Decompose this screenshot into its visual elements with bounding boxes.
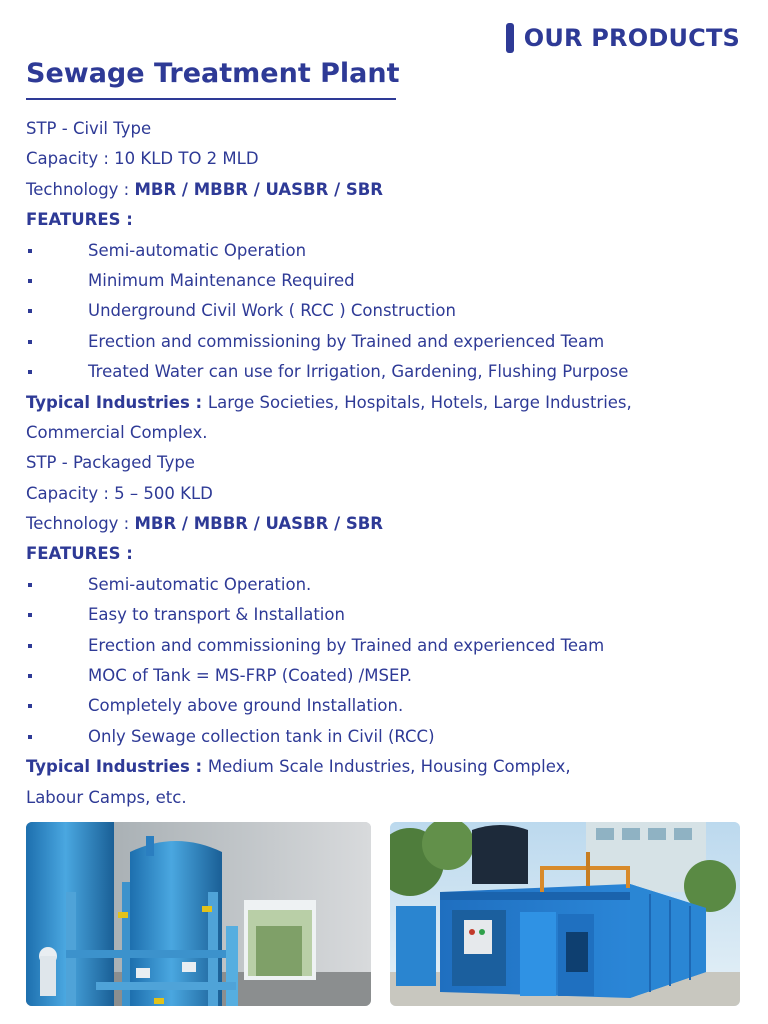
- title-underline: [26, 98, 396, 100]
- bullet-icon: [28, 674, 32, 678]
- bullet-icon: [28, 309, 32, 313]
- civil-technology: [26, 175, 742, 205]
- packaged-feature-item: Completely above ground Installation.: [26, 691, 742, 721]
- civil-feature-item: Underground Civil Work ( RCC ) Construction: [26, 296, 742, 326]
- bullet-icon: [28, 704, 32, 708]
- packaged-feature-item: MOC of Tank = MS-FRP (Coated) /MSEP.: [26, 661, 742, 691]
- civil-capacity: Capacity : 10 KLD TO 2 MLD: [26, 149, 259, 169]
- civil-stp-illustration: [26, 822, 371, 1006]
- industries-label: Typical Industries :: [26, 392, 208, 412]
- packaged-stp-photo: [390, 822, 740, 1006]
- bullet-icon: [28, 735, 32, 739]
- civil-feature-item: Semi-automatic Operation: [26, 236, 742, 266]
- packaged-feature-item: Semi-automatic Operation.: [26, 570, 742, 600]
- technology-value: MBR / MBBR / UASBR / SBR: [134, 179, 383, 199]
- packaged-feature-item: Only Sewage collection tank in Civil (RCC): [26, 722, 742, 752]
- civil-stp-photo: [26, 822, 371, 1006]
- technology-value: MBR / MBBR / UASBR / SBR: [134, 514, 383, 534]
- packaged-capacity: Capacity : 5 – 500 KLD: [26, 483, 213, 503]
- packaged-stp-illustration: [390, 822, 740, 1006]
- bullet-icon: [28, 279, 32, 283]
- page-title: Sewage Treatment Plant: [26, 58, 400, 89]
- bullet-icon: [28, 340, 32, 344]
- technology-label: Technology :: [26, 514, 135, 534]
- header-accent-bar: [506, 23, 514, 53]
- packaged-technology: [26, 509, 742, 539]
- technology-label: Technology :: [26, 179, 135, 199]
- industries-label: Typical Industries :: [26, 757, 208, 777]
- document-body: [26, 114, 742, 813]
- civil-feature-item: Erection and commissioning by Trained and experienced Team: [26, 327, 742, 357]
- civil-industries: Typical Industries : Large Societies, Hospitals, Hotels, Large Industries,: [26, 392, 632, 412]
- packaged-features-heading: FEATURES :: [26, 544, 133, 564]
- civil-industries-cont: Commercial Complex.: [26, 422, 208, 442]
- bullet-icon: [28, 613, 32, 617]
- packaged-type: STP - Packaged Type: [26, 453, 195, 473]
- bullet-icon: [28, 644, 32, 648]
- civil-type: STP - Civil Type: [26, 119, 152, 138]
- bullet-icon: [28, 249, 32, 253]
- packaged-feature-item: Easy to transport & Installation: [26, 600, 742, 630]
- bullet-icon: [28, 583, 32, 587]
- civil-feature-item: Minimum Maintenance Required: [26, 266, 742, 296]
- section-header: [506, 22, 740, 54]
- packaged-industries-cont: Labour Camps, etc.: [26, 787, 187, 807]
- civil-feature-item: Treated Water can use for Irrigation, Gardening, Flushing Purpose: [26, 357, 742, 387]
- packaged-feature-item: Erection and commissioning by Trained and experienced Team: [26, 631, 742, 661]
- bullet-icon: [28, 370, 32, 374]
- section-label: OUR PRODUCTS: [523, 24, 740, 52]
- civil-features-heading: FEATURES :: [26, 210, 133, 230]
- packaged-industries: Typical Industries : Medium Scale Industries, Housing Complex,: [26, 757, 571, 777]
